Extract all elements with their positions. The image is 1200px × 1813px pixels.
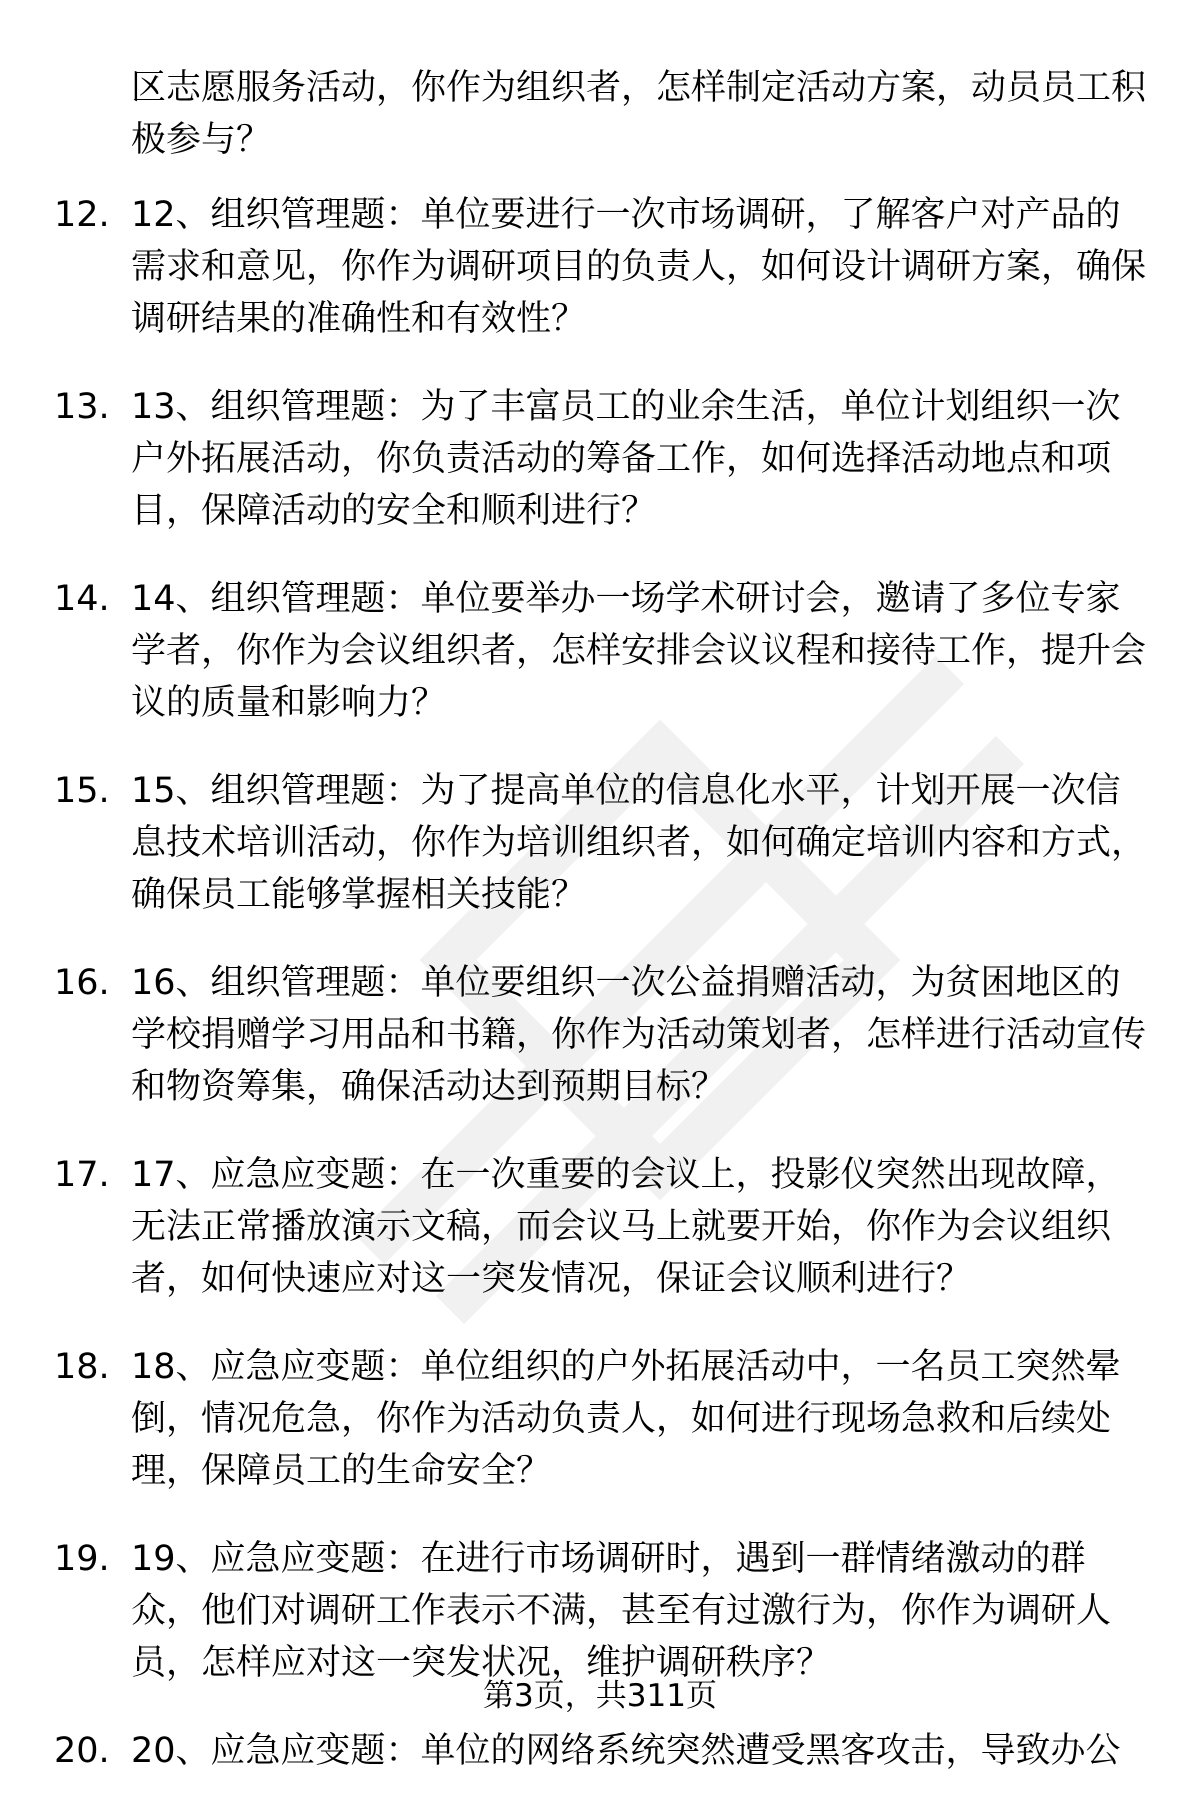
question-text: 20、应急应变题：单位的网络系统突然遭受黑客攻击，导致办公 xyxy=(131,1731,1121,1771)
question-text: 15、组织管理题：为了提高单位的信息化水平，计划开展一次信息技术培训活动，你作为培训组织者，如何确定培训内容和方式，确保员工能够掌握相关技能？ xyxy=(131,771,1147,915)
list-item xyxy=(0,1149,1200,1305)
question-text: 14、组织管理题：单位要举办一场学术研讨会，邀请了多位专家学者，你作为会议组织者，怎样安排会议议程和接待工作，提升会议的质量和影响力？ xyxy=(131,579,1147,723)
list-item xyxy=(0,1725,1200,1777)
question-list xyxy=(0,189,1200,1813)
question-text: 12、组织管理题：单位要进行一次市场调研，了解客户对产品的需求和意见，你作为调研项目的负责人，如何设计调研方案，确保调研结果的准确性和有效性？ xyxy=(131,195,1147,339)
item-number: 18. xyxy=(54,1347,110,1387)
item-number: 16. xyxy=(54,963,110,1003)
question-text: 18、应急应变题：单位组织的户外拓展活动中，一名员工突然晕倒，情况危急，你作为活动负责人，如何进行现场急救和后续处理，保障员工的生命安全？ xyxy=(131,1347,1121,1491)
continuation-paragraph: 区志愿服务活动，你作为组织者，怎样制定活动方案，动员员工积极参与？ xyxy=(131,68,1147,160)
list-item xyxy=(0,189,1200,345)
page-footer: 第3页，共311页 xyxy=(483,1678,717,1714)
list-item xyxy=(0,1533,1200,1689)
item-number: 19. xyxy=(54,1539,110,1579)
item-number: 15. xyxy=(54,771,110,811)
question-text: 13、组织管理题：为了丰富员工的业余生活，单位计划组织一次户外拓展活动，你负责活动的筹备工作，如何选择活动地点和项目，保障活动的安全和顺利进行？ xyxy=(131,387,1121,531)
item-number: 17. xyxy=(54,1155,110,1195)
item-number: 12. xyxy=(54,195,110,235)
item-number: 13. xyxy=(54,387,110,427)
question-text: 17、应急应变题：在一次重要的会议上，投影仪突然出现故障，无法正常播放演示文稿，而会议马上就要开始，你作为会议组织者，如何快速应对这一突发情况，保证会议顺利进行？ xyxy=(131,1155,1121,1299)
question-text: 16、组织管理题：单位要组织一次公益捐赠活动，为贫困地区的学校捐赠学习用品和书籍，你作为活动策划者，怎样进行活动宣传和物资筹集，确保活动达到预期目标？ xyxy=(131,963,1147,1107)
list-item xyxy=(0,765,1200,921)
item-number: 20. xyxy=(54,1731,110,1771)
item-number: 14. xyxy=(54,579,110,619)
list-item xyxy=(0,957,1200,1113)
list-item xyxy=(0,573,1200,729)
question-text: 19、应急应变题：在进行市场调研时，遇到一群情绪激动的群众，他们对调研工作表示不满，甚至有过激行为，你作为调研人员，怎样应对这一突发状况，维护调研秩序？ xyxy=(131,1539,1112,1683)
list-item xyxy=(0,381,1200,537)
list-item xyxy=(0,1341,1200,1497)
